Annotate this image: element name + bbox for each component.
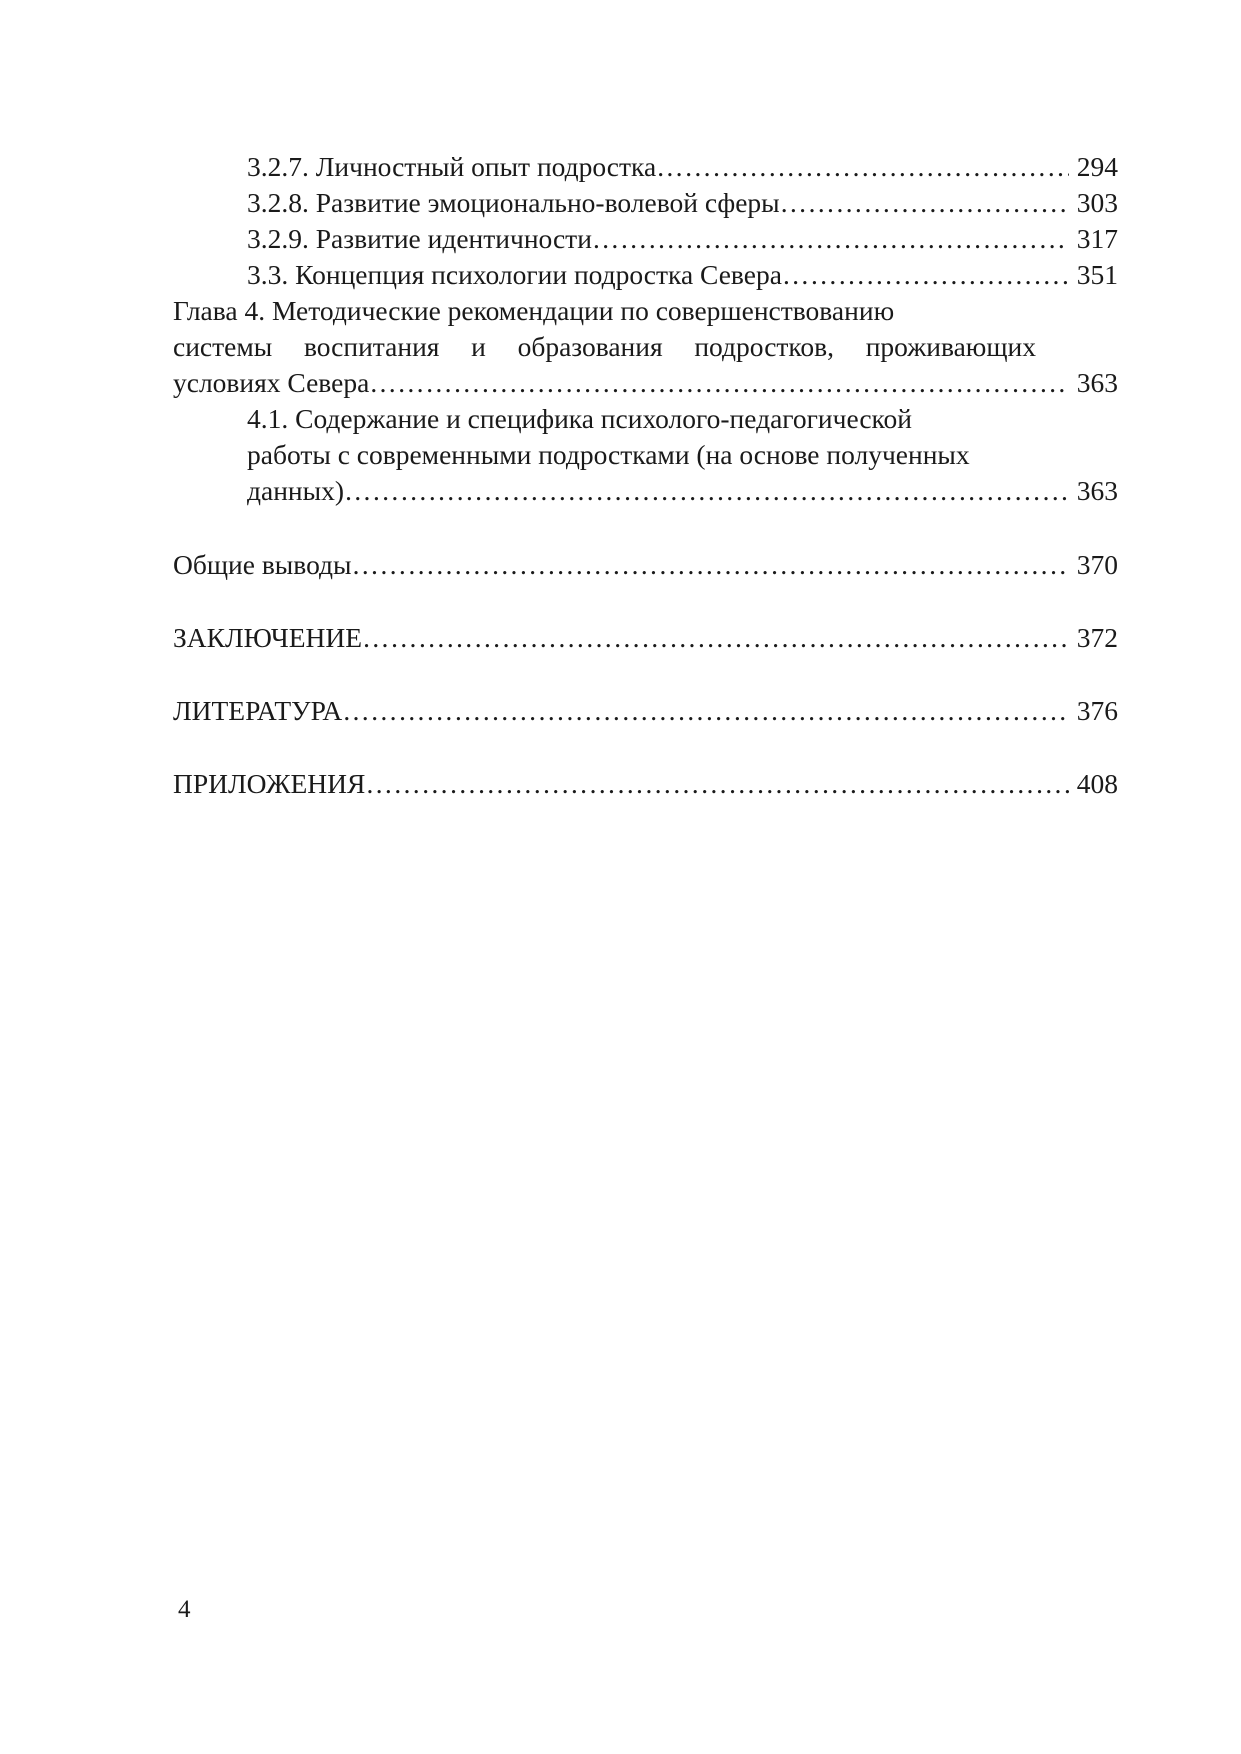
toc-page-number: 363 — [1076, 475, 1118, 506]
toc-entry-title: 4.1. Содержание и специфика психолого-педагогической — [247, 403, 912, 434]
toc-page-number: 370 — [1076, 549, 1118, 580]
toc-word: воспитания — [303, 331, 440, 362]
toc-entry-title: ЛИТЕРАТУРА — [173, 695, 343, 726]
toc-entry-3-2-7 — [247, 148, 1118, 185]
toc-entry-title: Глава 4. Методические рекомендации по совершенствованию — [173, 295, 895, 326]
toc-entry-title: 3.3. Концепция психологии подростка Севера — [247, 259, 782, 290]
toc-page-number: 351 — [1076, 259, 1118, 290]
toc-word: проживающих — [865, 331, 1036, 362]
toc-word: системы — [173, 331, 273, 362]
toc-page-number: 408 — [1076, 768, 1118, 799]
toc-leader-dots — [780, 184, 1069, 221]
toc-entry-literature — [173, 692, 1118, 729]
toc-entry-3-2-9 — [247, 220, 1118, 257]
toc-page-number: 303 — [1076, 187, 1118, 218]
toc-entry-title: ЗАКЛЮЧЕНИЕ — [173, 622, 363, 653]
toc-page-number: 376 — [1076, 695, 1118, 726]
toc-entry-title: ПРИЛОЖЕНИЯ — [173, 768, 366, 799]
toc-word: образования — [517, 331, 663, 362]
toc-page-number: 294 — [1076, 151, 1118, 182]
toc-leader-dots — [369, 364, 1068, 401]
toc-word: и — [471, 331, 486, 362]
toc-chapter-4-line-3 — [173, 364, 1118, 401]
toc-entry-title: данных) — [247, 475, 345, 506]
toc-entry-4-1-line-1 — [247, 400, 1118, 437]
toc-entry-title: работы с современными подростками (на основе полученных — [247, 439, 970, 470]
toc-entry-appendices — [173, 765, 1118, 802]
toc-word: подростков, — [694, 331, 834, 362]
toc-entry-title: 3.2.9. Развитие идентичности — [247, 223, 592, 254]
toc-entry-title: Общие выводы — [173, 549, 352, 580]
toc-entry-3-3 — [247, 256, 1118, 293]
toc-leader-dots — [342, 692, 1069, 729]
toc-leader-dots — [344, 472, 1069, 509]
toc-entry-title: 3.2.8. Развитие эмоционально-волевой сферы — [247, 187, 780, 218]
toc-entry-3-2-8 — [247, 184, 1118, 221]
toc-leader-dots — [352, 546, 1069, 583]
toc-entry-4-1-line-3 — [247, 472, 1118, 509]
toc-entry-summary — [173, 619, 1118, 656]
toc-entry-conclusions — [173, 546, 1118, 583]
toc-entry-4-1-line-2 — [247, 436, 1118, 473]
toc-chapter-4-line-1 — [173, 292, 1118, 329]
toc-entry-title: 3.2.7. Личностный опыт подростка — [247, 151, 657, 182]
toc-leader-dots — [592, 220, 1069, 257]
toc-page-number: 372 — [1076, 622, 1118, 653]
toc-entry-title: условиях Севера — [173, 367, 370, 398]
toc-chapter-4-line-2 — [173, 328, 1036, 365]
toc-leader-dots — [656, 148, 1069, 185]
toc-leader-dots — [782, 256, 1069, 293]
toc-page-number: 363 — [1076, 367, 1118, 398]
page-number: 4 — [178, 1596, 191, 1623]
toc-page-number: 317 — [1076, 223, 1118, 254]
toc-leader-dots — [362, 619, 1069, 656]
toc-leader-dots — [365, 765, 1068, 802]
